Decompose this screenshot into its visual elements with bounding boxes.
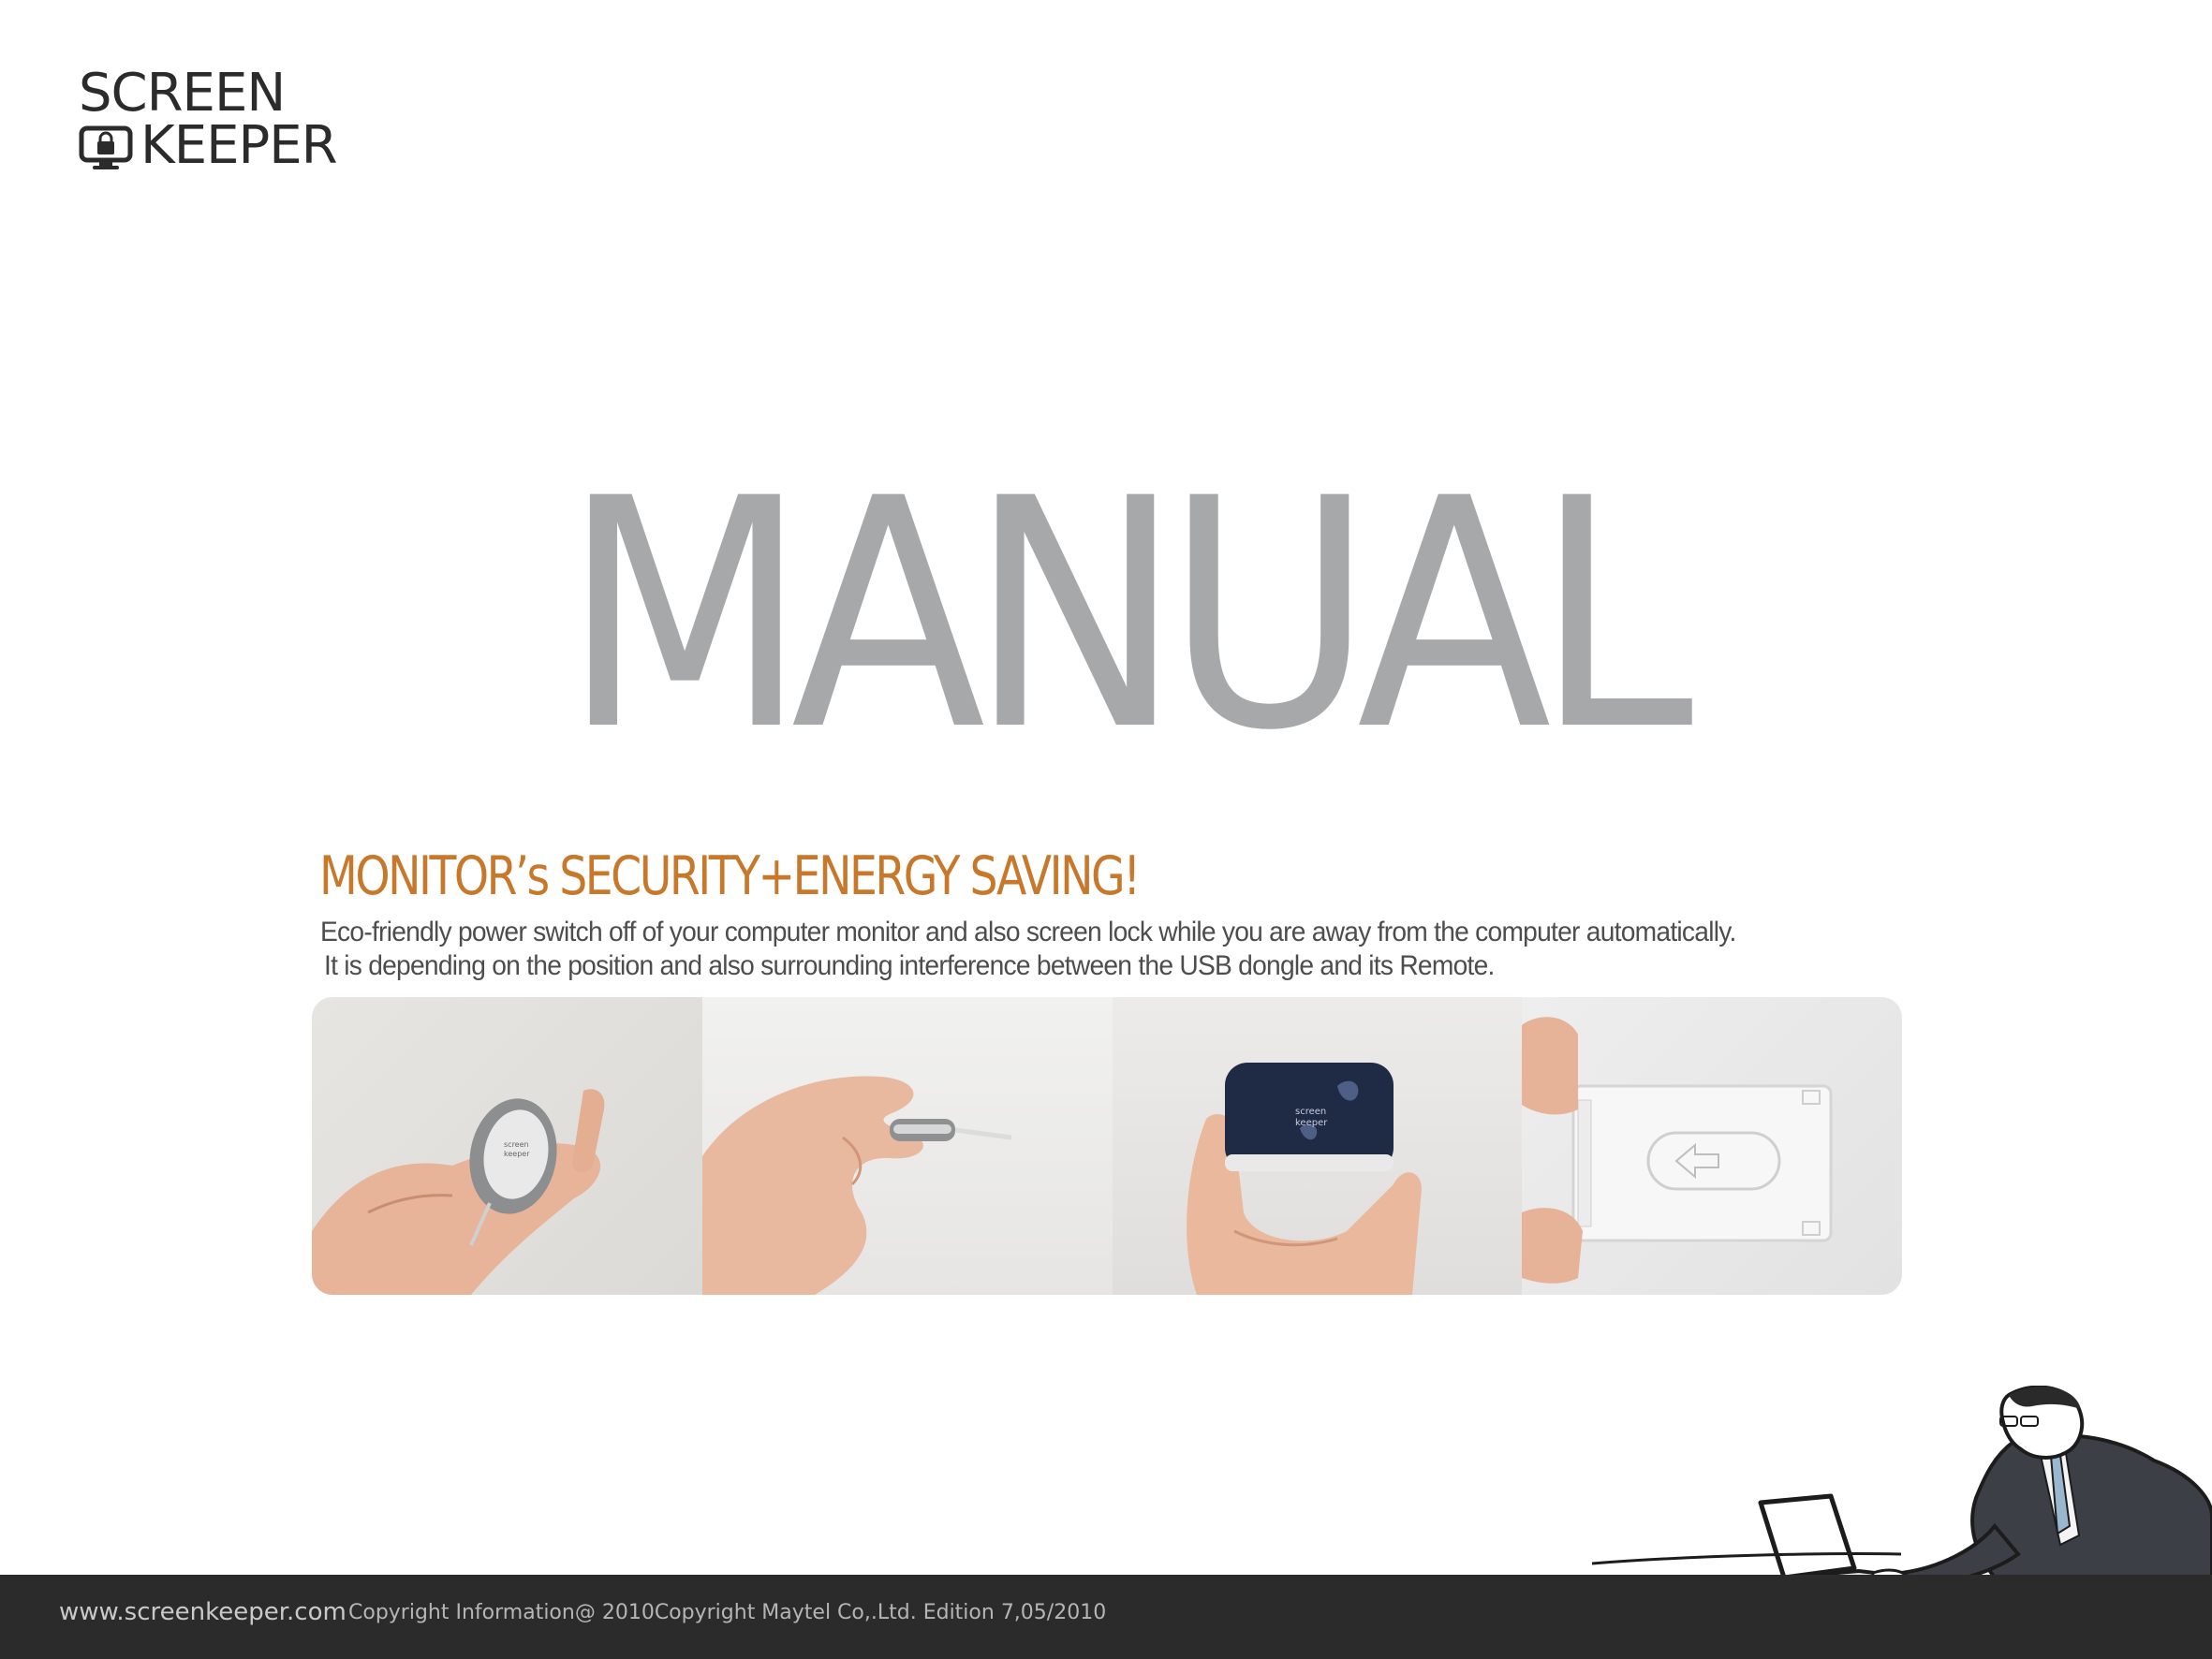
svg-text:screen: screen — [504, 1140, 529, 1149]
logo-text-keeper: KEEPER — [140, 115, 337, 176]
description-line-2: It is depending on the position and also surrounding interference between the USB dongle and its Remote. — [324, 950, 1495, 981]
product-photo-strip — [312, 997, 1902, 1295]
footer-bar — [0, 1575, 2212, 1659]
svg-text:screen: screen — [1295, 1107, 1327, 1117]
website-link[interactable]: www.screenkeeper.com — [59, 1598, 347, 1626]
hand-holding-remote-tag-photo — [312, 997, 702, 1295]
description-line-1: Eco-friendly power switch off of your computer monitor and also screen lock while you are away from the computer automatically. — [320, 917, 1736, 947]
svg-text:keeper: keeper — [504, 1150, 530, 1158]
svg-text:keeper: keeper — [1295, 1118, 1328, 1128]
fingers-holding-remote-side-photo — [702, 997, 1113, 1295]
manual-title: MANUAL — [562, 431, 1677, 800]
copyright-text: Copyright Information@ 2010Copyright Maytel Co,.Ltd. Edition 7,05/2010 — [348, 1601, 1107, 1624]
headline: MONITOR’s SECURITY+ENERGY SAVING! — [319, 845, 1139, 907]
remote-card-holder-photo — [1522, 997, 1902, 1295]
hand-holding-usb-dongle-photo — [1113, 997, 1522, 1295]
monitor-lock-icon — [79, 124, 137, 172]
logo-text-screen: SCREEN — [79, 63, 286, 124]
screen-keeper-logo — [79, 63, 360, 178]
